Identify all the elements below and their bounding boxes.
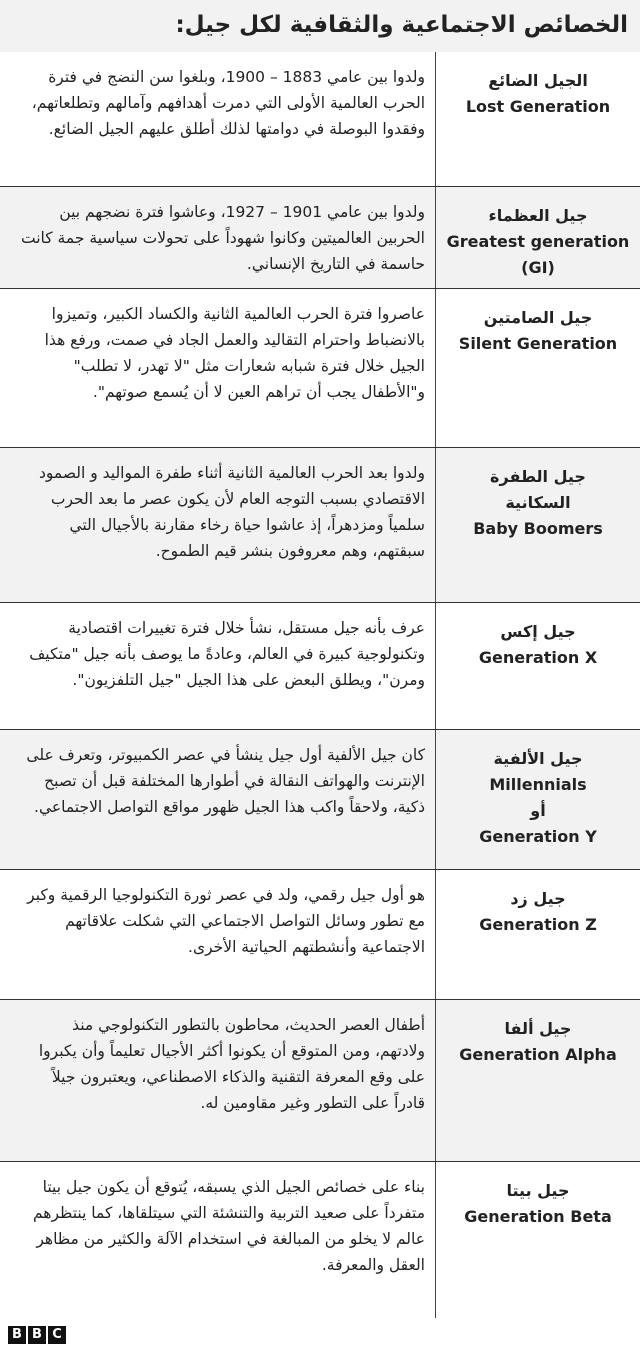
generation-description: أطفال العصر الحديث، محاطون بالتطور التكنولوجي منذ ولادتهم، ومن المتوقع أن يكونوا أكثر الأجيال تعليماً وأن يكبروا على وقع المعرفة التقنية والذكاء الاصطناعي، ويعتبرون جيلاً قادراً على التطور وغير مقاومين له. xyxy=(38,1016,425,1112)
bbc-logo-letter: B xyxy=(28,1326,46,1344)
name-en: Millennials xyxy=(489,775,587,794)
generation-description: بناء على خصائص الجيل الذي يسبقه، يُتوقع أن يكون جيل بيتا متفرداً على صعيد التربية والتنشئة التي سيتلقاها، كما ينتظرهم عالم لا يخلو من المبالغة في استخدام الآلة والكثير من مظاهر العقل والمعرفة. xyxy=(32,1178,425,1274)
name-extra: (GI) xyxy=(521,258,555,277)
table-row xyxy=(0,730,640,870)
bbc-logo xyxy=(8,1326,66,1344)
name-en: Generation Beta xyxy=(464,1207,612,1226)
table-row xyxy=(0,289,640,448)
generation-description: عرف بأنه جيل مستقل، نشأ خلال فترة تغييرات اقتصادية وتكنولوجية كبيرة في العالم، وعادةً ما يوصف بأنه جيل "متكيف ومرن"، ويطلق البعض على هذا الجيل "جيل التلفزيون". xyxy=(29,619,425,689)
name-or: أو xyxy=(530,801,546,820)
generation-description: هو أول جيل رقمي، ولد في عصر ثورة التكنولوجيا الرقمية وكبر مع تطور وسائل التواصل الاجتماعي التي شكلت علاقاتهم الاجتماعية وأنشطتهم الحياتية الأخرى. xyxy=(27,886,425,956)
table-row xyxy=(0,448,640,603)
name-ar: جيل إكس xyxy=(500,622,576,641)
generation-name xyxy=(435,1162,640,1318)
generation-description: ولدوا بين عامي 1901 – 1927، وعاشوا فترة نضجهم بين الحربين العالميتين وكانوا شهوداً على تحولات سياسية جمة كانت حاسمة في التاريخ الإنساني. xyxy=(20,203,425,273)
generation-description: عاصروا فترة الحرب العالمية الثانية والكساد الكبير، وتميزوا بالانضباط واحترام التقاليد والعمل الجاد في صمت، ورفع هذا الجيل خلال فترة شبابه شعارات مثل "لا تهدر، لا تطلب" و"الأطفال يجب أن تراهم العين لا أن يُسمع صوتهم". xyxy=(44,305,425,401)
generation-description: كان جيل الألفية أول جيل ينشأ في عصر الكمبيوتر، وتعرف على الإنترنت والهواتف النقالة في أطوارها المختلفة قبل أن تصبح ذكية، ولاحقاً واكب هذا الجيل ظهور مواقع التواصل الاجتماعي. xyxy=(26,746,425,816)
table-row xyxy=(0,603,640,730)
name-ar: جيل ألفا xyxy=(504,1019,572,1038)
generation-name xyxy=(435,52,640,186)
name-en: Silent Generation xyxy=(458,334,618,353)
name-en: Generation X xyxy=(478,648,598,667)
name-ar: جيل زد xyxy=(510,889,566,908)
name-ar: جيل العظماء xyxy=(488,206,588,225)
generation-name xyxy=(435,448,640,602)
table-row xyxy=(0,187,640,289)
generation-name xyxy=(435,187,640,288)
name-ar: جيل الألفية xyxy=(493,749,583,768)
table-row xyxy=(0,1162,640,1318)
name-ar: جيل بيتا xyxy=(506,1181,570,1200)
generations-table xyxy=(0,52,640,1318)
bbc-logo-letter: B xyxy=(8,1326,26,1344)
table-row xyxy=(0,1000,640,1162)
table-row xyxy=(0,870,640,1000)
name-ar: جيل الصامتين xyxy=(483,308,593,327)
generation-name xyxy=(435,603,640,729)
name-en: Generation Z xyxy=(479,915,597,934)
name-ar-2: السكانية xyxy=(505,493,571,512)
name-en: Generation Alpha xyxy=(459,1045,617,1064)
generation-name xyxy=(435,870,640,999)
name-en: Greatest generation xyxy=(446,232,630,251)
name-ar: جيل الطفرة xyxy=(490,467,586,486)
name-ar: الجيل الضائع xyxy=(488,71,588,90)
generation-description: ولدوا بعد الحرب العالمية الثانية أثناء طفرة المواليد و الصمود الاقتصادي بسبب التوجه العام لأن يكون عصر ما بعد الحرب سلمياً ومزدهراً، إذ عاشوا حياة رخاء مقارنة بالأجيال التي سبقتهم، وهم معروفون بنشر قيم الطموح. xyxy=(38,464,425,560)
page-title: الخصائص الاجتماعية والثقافية لكل جيل: xyxy=(0,0,640,52)
generation-description: ولدوا بين عامي 1883 – 1900، وبلغوا سن النضج في فترة الحرب العالمية الأولى التي دمرت أهدافهم وآمالهم وتطلعاتهم، وفقدوا البوصلة في دوامتها لذلك أطلق عليهم الجيل الضائع. xyxy=(31,68,425,138)
table-row xyxy=(0,52,640,187)
name-en-2: Generation Y xyxy=(479,827,597,846)
name-en: Baby Boomers xyxy=(473,519,603,538)
generation-name xyxy=(435,1000,640,1161)
generation-name xyxy=(435,289,640,447)
generation-name xyxy=(435,730,640,869)
name-en: Lost Generation xyxy=(465,97,611,116)
bbc-logo-letter: C xyxy=(48,1326,66,1344)
